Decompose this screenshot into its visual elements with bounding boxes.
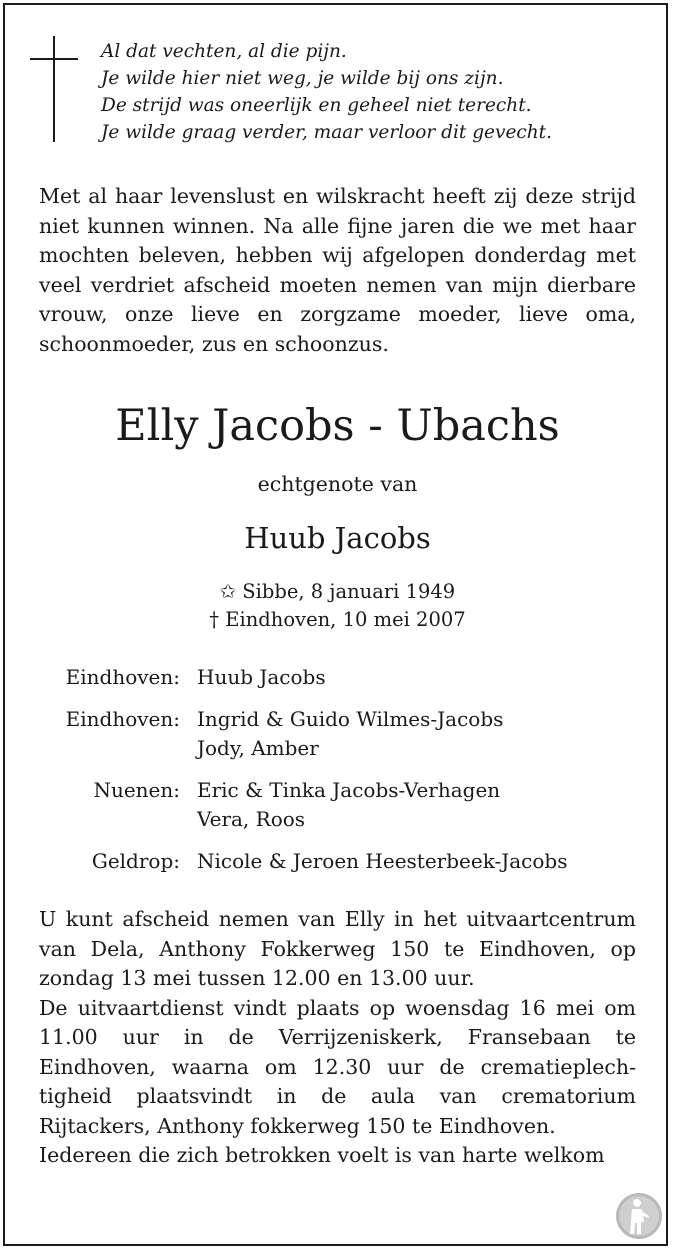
relation-label: echtgenote van: [257, 472, 418, 496]
life-dates: [0, 578, 675, 634]
person-figure-icon: [615, 1192, 663, 1240]
cross-icon: [53, 36, 55, 142]
poem-line: Je wilde graag verder, maar verloor dit gevecht.: [101, 122, 553, 143]
family-place: Eindhoven:: [65, 665, 180, 689]
poem: [101, 38, 661, 146]
family-place: Nuenen:: [93, 778, 180, 802]
family-names: Eric & Tinka Jacobs-Verhagen: [197, 778, 501, 802]
family-row: [0, 776, 675, 834]
family-row: [0, 663, 675, 692]
family-row: [0, 847, 675, 876]
family-children: Vera, Roos: [197, 807, 306, 831]
family-names: Huub Jacobs: [197, 665, 326, 689]
poem-line: Je wilde hier niet weg, je wilde bij ons zijn.: [101, 68, 504, 89]
family-row: [0, 705, 675, 763]
family-place: Eindhoven:: [65, 707, 180, 731]
poem-line: Al dat vechten, al die pijn.: [101, 41, 347, 62]
birth-date: ✩ Sibbe, 8 januari 1949: [219, 580, 456, 603]
spouse-name: Huub Jacobs: [244, 521, 431, 555]
family-names: Ingrid & Guido Wilmes-Jacobs: [197, 707, 504, 731]
death-date: † Eindhoven, 10 mei 2007: [209, 608, 466, 631]
poem-line: De strijd was oneerlijk en geheel niet terecht.: [101, 95, 532, 116]
family-place: Geldrop:: [91, 849, 180, 873]
welcome-note: Iedereen die zich betrokken voelt is van harte welkom: [39, 1143, 605, 1167]
family-children: Jody, Amber: [197, 736, 319, 760]
family-list: [0, 663, 675, 889]
cross-icon-bar: [30, 58, 78, 60]
family-names: Nicole & Jeroen Heesterbeek-Jacobs: [197, 849, 568, 873]
service-info: De uitvaartdienst vindt plaats op woensdag 16 mei om 11.00 uur in de Verrijzeniskerk, Fransebaan te Eindhoven, waarna om 12.30 uur de crematieplechtigheid plaatsvindt in de aula van crematorium Rijtackers, Anthony fokkerweg 150 te Eindhoven.: [39, 995, 636, 1138]
funeral-info: [39, 905, 636, 1171]
visiting-info: U kunt afscheid nemen van Elly in het uitvaartcentrum van Dela, Anthony Fokkerweg 150 te Eindhoven, op zondag 13 mei tussen 12.00 en 13.00 uur.: [39, 907, 636, 990]
deceased-name: Elly Jacobs - Ubachs: [115, 401, 560, 451]
intro-paragraph: Met al haar levenslust en wilskracht heeft zij deze strijd niet kunnen winnen. Na alle fijne jaren die we met haar mochten beleven, hebben wij afgelopen donderdag met veel verdriet afscheid moeten nemen van mijn dierbare vrouw, onze lieve en zorgzame moeder, lieve oma, schoonmoeder, zus en schoonzus.: [39, 184, 636, 356]
